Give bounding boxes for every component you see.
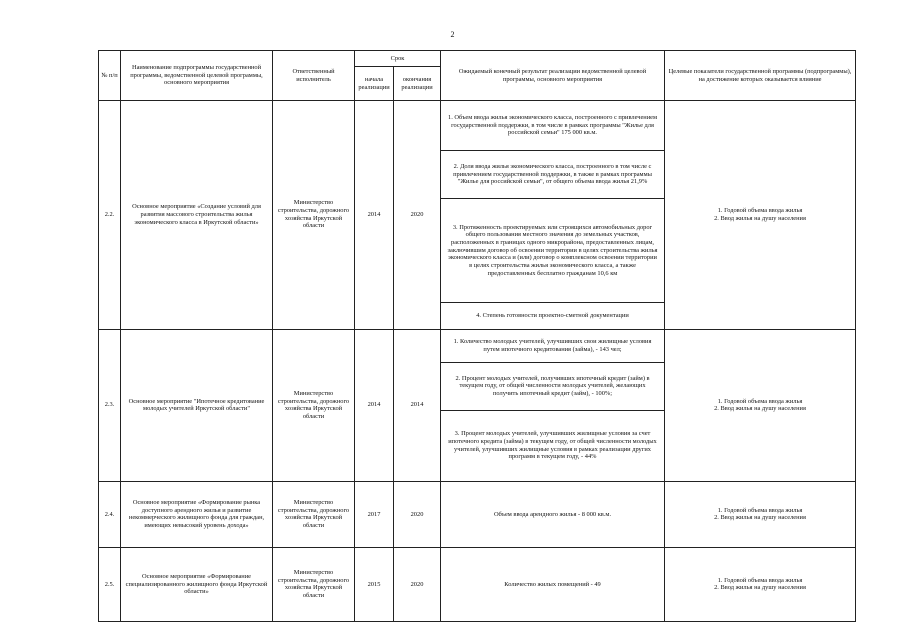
header-result: Ожидаемый конечный результат реализации ведомственной целевой программы, основного мероприятия <box>441 51 665 101</box>
row-responsible: Министерство строительства, дорожного хозяйства Иркутской области <box>273 101 355 330</box>
indicator-line: 2. Ввод жилья на душу населения <box>714 405 806 413</box>
program-table <box>98 50 856 622</box>
header-start: начала реализации <box>355 67 394 101</box>
row-indicators <box>665 547 856 621</box>
indicator-line: 1. Годовой объема ввода жилья <box>717 207 803 215</box>
header-num: № п/п <box>99 51 121 101</box>
result-item: 3. Процент молодых учителей, улучшивших жилищные условия за счет ипотечного кредита (займа) в текущем году, от общей численности молодых учителей, улучшивших жилищные условия в рамках реализации других программ в текущем году, - 44% <box>448 430 657 461</box>
row-indicators <box>665 329 856 481</box>
row-name: Основное мероприятие «Формирование рынка доступного арендного жилья и развитие некоммерческого жилищного фонда для граждан, имеющих невысокий уровень дохода» <box>121 481 273 547</box>
page-number: 2 <box>450 30 455 39</box>
indicator-line: 2. Ввод жилья на душу населения <box>714 514 806 522</box>
row-start: 2017 <box>355 481 394 547</box>
row-result: Количество жилых помещений - 49 <box>441 547 665 621</box>
row-end: 2014 <box>394 329 441 481</box>
row-responsible: Министерство строительства, дорожного хозяйства Иркутской области <box>273 481 355 547</box>
header-end: окончания реализации <box>394 67 441 101</box>
result-item: 3. Протяженность проектируемых или строящихся автомобильных дорог общего пользования местного значения до земельных участков, расположенных в границах одного микрорайона, предоставленных лицам, заключившим договор об освоении территории в целях строительства жилья экономического класса и (или) договор о комплексном освоении территории в целях строительства жилья экономического класса, а также предоставленных бесплатно гражданам 10,6 км <box>441 199 664 303</box>
row-indicators <box>665 101 856 330</box>
row-responsible: Министерство строительства, дорожного хозяйства Иркутской области <box>273 329 355 481</box>
header-indicators: Целевые показатели государственной программы (подпрограммы), на достижение которых оказывается влияние <box>665 51 856 101</box>
row-end: 2020 <box>394 547 441 621</box>
table-row <box>99 481 856 547</box>
header-name: Наименование подпрограммы государственной программы, ведомственной целевой программы, основного мероприятия <box>121 51 273 101</box>
row-num: 2.3. <box>99 329 121 481</box>
indicator-line: 1. Годовой объема ввода жилья <box>717 397 803 405</box>
row-indicators <box>665 481 856 547</box>
result-item: 1. Объем ввода жилья экономического класса, построенного с привлечением государственной поддержки, в том числе в рамках программы "Жилье для российской семьи" 175 000 кв.м. <box>441 101 664 151</box>
row-result: Объем ввода арендного жилья - 8 000 кв.м. <box>441 481 665 547</box>
header-responsible: Ответственный исполнитель <box>273 51 355 101</box>
row-responsible: Министерство строительства, дорожного хозяйства Иркутской области <box>273 547 355 621</box>
result-item: 1. Количество молодых учителей, улучшивших свои жилищные условия путем ипотечного кредитования (займа), - 143 чел; <box>441 330 664 363</box>
row-start: 2015 <box>355 547 394 621</box>
row-num: 2.2. <box>99 101 121 330</box>
header-row-1 <box>99 51 856 67</box>
table-row <box>99 547 856 621</box>
row-end: 2020 <box>394 101 441 330</box>
result-item: 2. Процент молодых учителей, получивших ипотечный кредит (займ) в текущем году, от общей численности молодых учителей, желающих получить ипотечный кредит (займ), - 100%; <box>441 363 664 411</box>
indicator-line: 2. Ввод жилья на душу населения <box>714 584 806 592</box>
row-start: 2014 <box>355 101 394 330</box>
row-results <box>441 329 665 481</box>
row-start: 2014 <box>355 329 394 481</box>
header-term: Срок <box>355 51 441 67</box>
row-num: 2.5. <box>99 547 121 621</box>
row-name: Основное мероприятие "Ипотечное кредитование молодых учителей Иркутской области" <box>121 329 273 481</box>
result-item: 2. Доля ввода жилья экономического класса, построенного в том числе с привлечением государственной поддержки, в также в рамках программы "Жилье для российской семьи", от общего объема ввода жилья 21,9% <box>441 151 664 199</box>
table-row <box>99 101 856 330</box>
row-name: Основное мероприятие «Формирование специализированного жилищного фонда Иркутской области» <box>121 547 273 621</box>
row-results <box>441 101 665 330</box>
indicator-line: 2. Ввод жилья на душу населения <box>714 214 806 222</box>
result-item: 4. Степень готовности проектно-сметной документации <box>476 311 629 319</box>
indicator-line: 1. Годовой объема ввода жилья <box>717 576 803 584</box>
indicator-line: 1. Годовой объема ввода жилья <box>717 506 803 514</box>
table-row <box>99 329 856 481</box>
row-num: 2.4. <box>99 481 121 547</box>
row-end: 2020 <box>394 481 441 547</box>
row-name: Основное мероприятие «Создание условий для развития массового строительства жилья экономического класса в Иркутской области» <box>121 101 273 330</box>
